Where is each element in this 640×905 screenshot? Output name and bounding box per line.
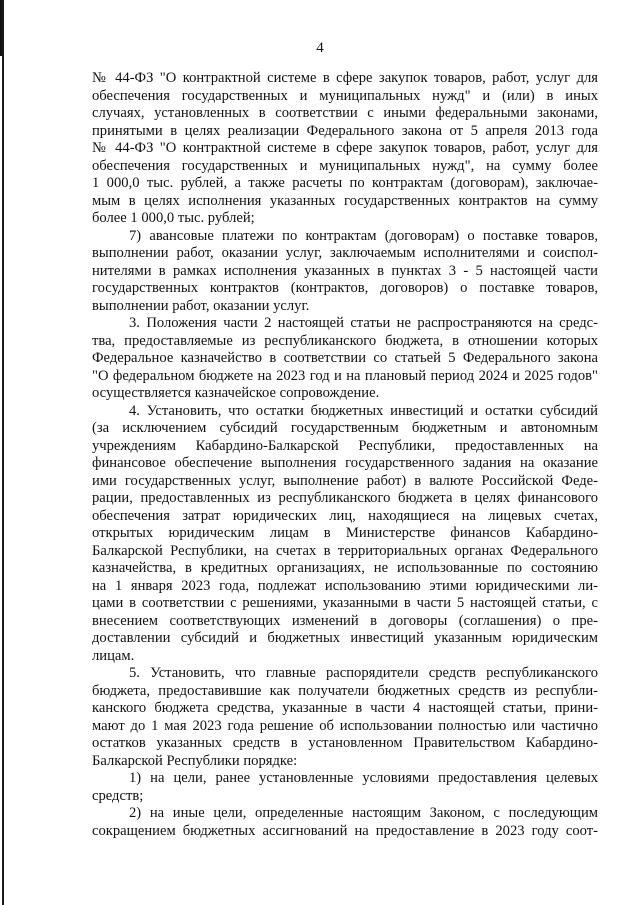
text-line: тва, предоставляемые из республиканского бюджета, в отношении которых xyxy=(92,332,598,349)
text-line: выполнении работ, оказании услуг, заключаемым исполнителями и соиспол- xyxy=(92,245,598,261)
text-line: Балкарской Республики, на счетах в территориальных органах Федерального xyxy=(92,542,598,559)
text-line: 5. Установить, что главные распорядители средств республиканского xyxy=(129,665,598,681)
text-line: осуществляется казначейское сопровождение. xyxy=(92,385,380,401)
text-line: казначейства, в кредитных организациях, не использованные по состоянию xyxy=(92,560,598,576)
text-line: рации, предоставленных из республиканского бюджета в целях финансового xyxy=(92,490,598,506)
text-line: обеспечения государственных и муниципальных нужд", на сумму более xyxy=(92,157,598,174)
text-line: принятыми в целях реализации Федерального закона от 5 апреля 2013 года xyxy=(92,122,598,139)
text-line: 7) авансовые платежи по контрактам (договорам) о поставке товаров, xyxy=(129,227,598,244)
text-line: выполнении работ, оказании услуг. xyxy=(92,297,310,314)
text-line: 3. Положения части 2 настоящей статьи не распространяются на средс- xyxy=(129,315,598,331)
text-line: (за исключением субсидий государственным бюджетным и автономным xyxy=(92,420,598,436)
text-line: Федеральное казначейство в соответствии со статьей 5 Федерального закона xyxy=(92,350,598,366)
text-line: цами в соответствии с решениями, указанными в части 5 настоящей статьи, с xyxy=(92,595,598,611)
text-line: обеспечения государственных и муниципальных нужд" и (или) в иных xyxy=(92,87,598,104)
text-line: 1) на цели, ранее установленные условиями предоставления целевых xyxy=(129,770,598,786)
text-line: обеспечения затрат юридических лиц, находящиеся на лицевых счетах, xyxy=(92,507,598,524)
text-line: нителями в рамках исполнения указанных в пунктах 3 - 5 настоящей части xyxy=(92,262,598,279)
text-line: ими государственных услуг, выполнение работ) в валюте Российской Феде- xyxy=(92,472,598,489)
text-line: № 44-ФЗ "О контрактной системе в сфере закупок товаров, работ, услуг для xyxy=(92,140,598,156)
page-number: 4 xyxy=(316,40,324,56)
text-line: случаях, установленных в соответствии с иными федеральными законами, xyxy=(92,105,598,121)
text-line: внесением соответствующих изменений в договоры (соглашения) о пре- xyxy=(92,612,598,629)
text-line: более 1 000,0 тыс. рублей; xyxy=(92,210,255,226)
text-line: на 1 января 2023 года, подлежат использованию этими юридическими ли- xyxy=(92,577,598,594)
text-line: 4. Установить, что остатки бюджетных инвестиций и остатки субсидий xyxy=(129,402,598,419)
text-line: учреждениям Кабардино-Балкарской Республики, предоставленных на xyxy=(92,437,598,454)
text-line: средств; xyxy=(92,787,144,804)
text-line: 1 000,0 тыс. рублей, а также расчеты по контрактам (договорам), заключае- xyxy=(92,175,598,191)
text-line: мают до 1 мая 2023 года решение об использовании полностью или частично xyxy=(92,717,598,734)
text-line: бюджета, предоставившие как получатели бюджетных средств из республи- xyxy=(92,682,598,699)
text-line: Балкарской Республики порядке: xyxy=(92,752,298,769)
text-line: доставлении субсидий и бюджетных инвестиций указанным юридическим xyxy=(92,630,598,646)
text-line: № 44-ФЗ "О контрактной системе в сфере закупок товаров, работ, услуг для xyxy=(92,70,598,86)
text-line: сокращением бюджетных ассигнований на предоставление в 2023 году соот- xyxy=(92,822,598,839)
text-line: 2) на иные цели, определенные настоящим Законом, с последующим xyxy=(129,805,598,821)
text-line: финансовое обеспечение выполнения государственного задания на оказание xyxy=(92,455,598,471)
text-line: мым в целях исполнения указанных государственных контрактов на сумму xyxy=(92,192,598,209)
text-line: канского бюджета средства, указанные в части 4 настоящей статьи, прини- xyxy=(92,700,598,716)
text-line: открытых юридическим лицам в Министерстве финансов Кабардино- xyxy=(92,525,598,541)
scan-edge-line xyxy=(2,0,4,905)
text-line: лицам. xyxy=(92,647,135,664)
text-line: остатков указанных средств в установленном Правительством Кабардино- xyxy=(92,735,598,751)
text-line: "О федеральном бюджете на 2023 год и на плановый период 2024 и 2025 годов" xyxy=(92,367,598,384)
document-body xyxy=(92,70,598,840)
text-line: государственных контрактов (контрактов, договоров) о поставке товаров, xyxy=(92,280,598,296)
